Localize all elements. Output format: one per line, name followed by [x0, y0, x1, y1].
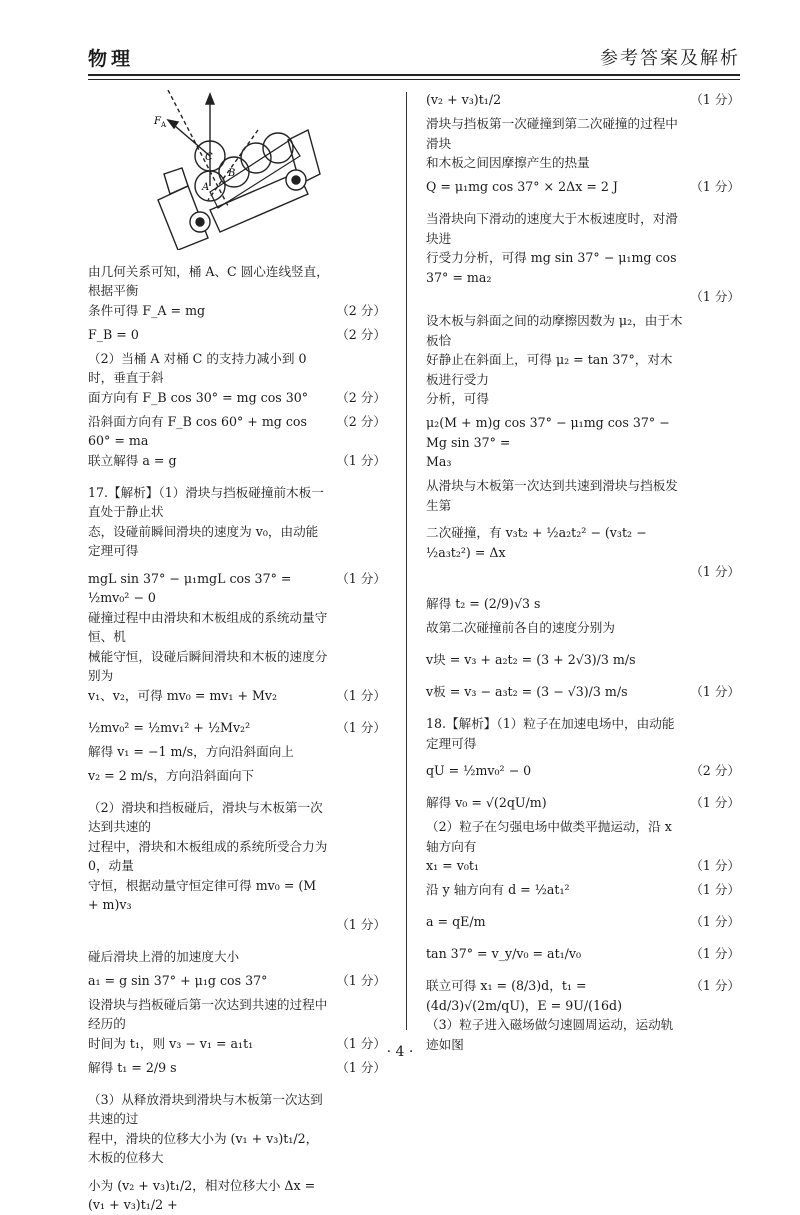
left-solution-lines — [88, 262, 386, 1215]
cab-window — [164, 168, 188, 194]
solution-line — [426, 714, 740, 753]
header-rule-thick — [88, 74, 740, 76]
label-b: B — [228, 168, 236, 179]
solution-line — [426, 452, 740, 476]
line-text: 碰撞过程中由滑块和木板组成的系统动量守恒、机 — [88, 609, 328, 645]
solution-line — [88, 686, 386, 710]
score-points: （1 分） — [336, 719, 386, 735]
score-points: （1 分） — [690, 978, 740, 994]
line-text: 由几何关系可知，桶 A、C 圆心连线竖直，根据平衡 — [88, 263, 329, 299]
score-points: （1 分） — [336, 1035, 386, 1051]
solution-line — [426, 817, 740, 856]
solution-line — [426, 761, 740, 785]
score-points: （1 分） — [690, 882, 740, 898]
solution-line — [426, 311, 740, 350]
solution-line — [426, 287, 740, 311]
barrel-truck-figure — [148, 90, 386, 256]
page-header — [88, 40, 740, 76]
solution-line — [426, 476, 740, 515]
line-text: 解得 v₀ = √(2qU/m) — [426, 795, 547, 811]
solution-line — [88, 262, 386, 301]
solution-line — [426, 90, 740, 114]
line-text: 过程中，滑块和木板组成的系统所受合力为 0，动量 — [88, 838, 328, 874]
score-points: （1 分） — [690, 914, 740, 930]
solution-line — [88, 451, 386, 475]
solution-line — [88, 412, 386, 451]
line-text: （2）滑块和挡板碰后，滑块与木板第一次达到共速的 — [88, 799, 323, 835]
line-text: 沿斜面方向有 F_B cos 60° + mg cos 60° = ma — [88, 413, 307, 449]
column-divider — [406, 92, 407, 1030]
line-text: 碰后滑块上滑的加速度大小 — [88, 948, 240, 964]
solution-line — [426, 114, 740, 153]
solution-line — [88, 569, 386, 608]
solution-line — [426, 976, 740, 1015]
score-points: （2 分） — [336, 389, 386, 405]
score-points: （2 分） — [336, 413, 386, 429]
line-text: 17.【解析】（1）滑块与挡板碰撞前木板一直处于静止状 — [88, 484, 324, 520]
line-text: x₁ = v₀t₁ — [426, 858, 479, 874]
solution-line — [426, 880, 740, 904]
solution-line — [88, 1090, 386, 1129]
line-text: 当滑块向下滑动的速度大于木板速度时，对滑块进 — [426, 211, 678, 246]
label-c: C — [205, 152, 213, 163]
score-points: （1 分） — [690, 564, 740, 580]
label-a: A — [202, 182, 210, 193]
line-text: 从滑块与木板第一次达到共速到滑块与挡板发生第 — [426, 478, 678, 513]
right-column — [426, 90, 740, 1054]
score-points: （1 分） — [336, 1059, 386, 1075]
line-text: (v₂ + v₃)t₁/2 — [426, 92, 502, 107]
solution-line — [88, 947, 386, 971]
line-text: mgL sin 37° − μ₁mgL cos 37° = ½mv₀² − 0 — [88, 570, 292, 606]
line-text: Ma₃ — [426, 454, 452, 470]
solution-line — [88, 325, 386, 349]
solution-line — [88, 483, 386, 522]
solution-line — [88, 766, 386, 790]
line-text: 设滑块与挡板碰后第一次达到共速的过程中经历的 — [88, 996, 328, 1032]
line-text: tan 37° = v_y/v₀ = at₁/v₀ — [426, 946, 582, 962]
line-text: 解得 t₁ = 2/9 s — [88, 1059, 177, 1075]
line-text: qU = ½mv₀² − 0 — [426, 763, 532, 779]
solution-line — [426, 650, 740, 674]
line-text: 解得 v₁ = −1 m/s，方向沿斜面向上 — [88, 743, 294, 759]
line-text: 程中，滑块的位移大小为 (v₁ + v₃)t₁/2，木板的位移大 — [88, 1130, 319, 1166]
solution-line — [426, 389, 740, 413]
solution-line — [88, 647, 386, 686]
solution-line — [426, 562, 740, 586]
solution-line — [426, 856, 740, 880]
subject-title: 物理 — [88, 48, 135, 70]
label-fa: F — [154, 116, 161, 127]
solution-line — [88, 1176, 386, 1215]
line-text: 联立解得 a = g — [88, 452, 177, 468]
line-text: F_B = 0 — [88, 326, 139, 342]
header-rule-thin — [88, 79, 740, 80]
solution-line — [426, 682, 740, 706]
score-points: （1 分） — [690, 946, 740, 962]
solution-line — [88, 301, 386, 325]
line-text: 沿 y 轴方向有 d = ½at₁² — [426, 882, 570, 898]
line-text: 态，设碰前瞬间滑块的速度为 v₀，由动能定理可得 — [88, 523, 319, 559]
figure-diagram — [148, 90, 328, 250]
score-points: （1 分） — [690, 858, 740, 874]
line-text: 械能守恒，设碰后瞬间滑块和木板的速度分别为 — [88, 648, 328, 684]
label-fa-sub: A — [161, 121, 167, 129]
solution-line — [88, 718, 386, 742]
page-number: · 4 · — [386, 1044, 414, 1060]
line-text: 二次碰撞，有 v₃t₂ + ½a₂t₂² − (v₃t₂ − ½a₃t₂²) = Δx — [426, 525, 647, 560]
solution-line — [88, 876, 386, 915]
line-text: v板 = v₃ − a₃t₂ = (3 − √3)/3 m/s — [426, 684, 628, 700]
score-points: （2 分） — [336, 326, 386, 342]
line-text: （2）当桶 A 对桶 C 的支持力减小到 0 时，垂直于斜 — [88, 350, 307, 386]
solution-line — [426, 793, 740, 817]
line-text: Q = μ₁mg cos 37° × 2Δx = 2 J — [426, 179, 618, 195]
solution-line — [88, 742, 386, 766]
solution-line — [426, 523, 740, 562]
solution-line — [88, 522, 386, 561]
solution-line — [88, 971, 386, 995]
score-points: （2 分） — [336, 302, 386, 318]
score-points: （1 分） — [336, 452, 386, 468]
line-text: 滑块与挡板第一次碰撞到第二次碰撞的过程中滑块 — [426, 116, 678, 151]
solution-line — [88, 1058, 386, 1082]
line-text: v₂ = 2 m/s，方向沿斜面向下 — [88, 767, 255, 783]
score-points: （1 分） — [336, 916, 386, 932]
line-text: 行受力分析，可得 mg sin 37° − μ₁mg cos 37° = ma₂ — [426, 250, 677, 285]
line-text: μ₂(M + m)g cos 37° − μ₁mg cos 37° − Mg sin 37° = — [426, 415, 670, 450]
line-text: v块 = v₃ + a₂t₂ = (3 + 2√3)/3 m/s — [426, 652, 636, 668]
score-points: （1 分） — [690, 92, 740, 107]
line-text: ½mv₀² = ½mv₁² + ½Mv₂² — [88, 719, 251, 735]
line-text: a = qE/m — [426, 914, 486, 930]
line-text: （3）从释放滑块到滑块与木板第一次达到共速的过 — [88, 1091, 323, 1127]
line-text: 18.【解析】（1）粒子在加速电场中，由动能定理可得 — [426, 716, 675, 751]
score-points: （1 分） — [690, 179, 740, 195]
solution-line — [426, 153, 740, 177]
line-text: 守恒，根据动量守恒定律可得 mv₀ = (M + m)v₃ — [88, 877, 317, 913]
line-text: 时间为 t₁，则 v₃ − v₁ = a₁t₁ — [88, 1035, 254, 1051]
solution-line — [426, 944, 740, 968]
line-text: a₁ = g sin 37° + μ₁g cos 37° — [88, 972, 268, 988]
score-points: （1 分） — [336, 972, 386, 988]
line-text: v₁、v₂，可得 mv₀ = mv₁ + Mv₂ — [88, 687, 278, 703]
line-text: 小为 (v₂ + v₃)t₁/2，相对位移大小 Δx = (v₁ + v₃)t₁/2 + — [88, 1177, 316, 1213]
solution-line — [88, 995, 386, 1034]
line-text: 联立可得 x₁ = (8/3)d，t₁ = (4d/3)√(2m/qU)，E = 9U/(16d) — [426, 978, 623, 1013]
score-points: （1 分） — [336, 687, 386, 703]
solution-line — [88, 349, 386, 388]
solution-line — [426, 248, 740, 287]
score-points: （1 分） — [690, 289, 740, 305]
line-text: 好静止在斜面上，可得 μ₂ = tan 37°，对木板进行受力 — [426, 352, 673, 387]
solution-line — [88, 608, 386, 647]
solution-line — [88, 388, 386, 412]
score-points: （1 分） — [690, 684, 740, 700]
line-text: 分析，可得 — [426, 391, 489, 407]
solution-line — [426, 209, 740, 248]
line-text: 故第二次碰撞前各自的速度分别为 — [426, 620, 615, 636]
section-title: 参考答案及解析 — [600, 48, 740, 69]
score-points: （1 分） — [690, 795, 740, 811]
line-text: 和木板之间因摩擦产生的热量 — [426, 155, 590, 171]
solution-line — [88, 837, 386, 876]
solution-line — [88, 798, 386, 837]
solution-line — [426, 912, 740, 936]
solution-line — [426, 618, 740, 642]
solution-line — [426, 350, 740, 389]
line-text: （2）粒子在匀强电场中做类平抛运动，沿 x 轴方向有 — [426, 819, 672, 854]
solution-line — [426, 177, 740, 201]
line-text: 面方向有 F_B cos 30° = mg cos 30° — [88, 389, 309, 405]
solution-line — [88, 915, 386, 939]
score-points: （2 分） — [690, 763, 740, 779]
solution-line — [88, 1129, 386, 1168]
line-text: （3）粒子进入磁场做匀速圆周运动，运动轨迹如图 — [426, 1017, 674, 1052]
right-solution-lines — [426, 90, 740, 1054]
solution-line — [426, 413, 740, 452]
solution-line — [426, 594, 740, 618]
score-points: （1 分） — [336, 570, 386, 586]
line-text: 解得 t₂ = (2/9)√3 s — [426, 596, 541, 612]
line-text: 设木板与斜面之间的动摩擦因数为 μ₂，由于木板恰 — [426, 313, 683, 348]
line-text: 条件可得 F_A = mg — [88, 302, 206, 318]
